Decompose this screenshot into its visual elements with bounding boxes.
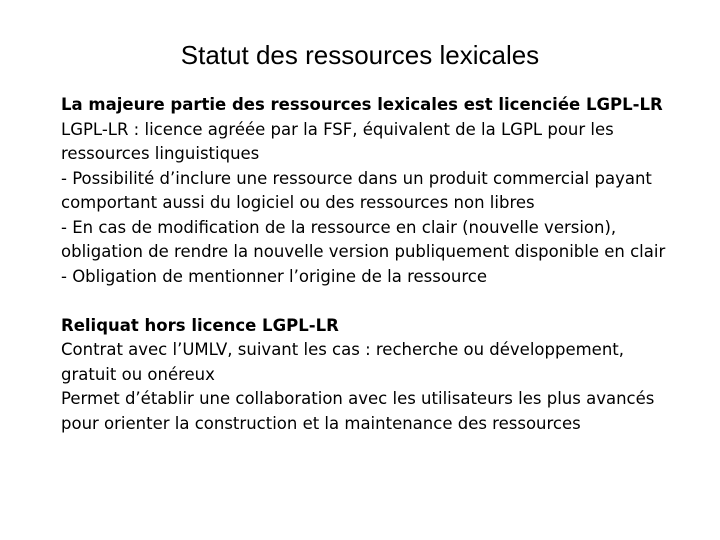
body-line-attribution-obligation: - Obligation de mentionner l’origine de la ressource — [61, 266, 488, 286]
body-line-umlv-contract: Contrat avec l’UMLV, suivant les cas : recherche ou développement, gratuit ou onéreux — [61, 340, 624, 384]
slide-body — [61, 93, 671, 436]
body-line-licence-definition: LGPL-LR : licence agréée par la FSF, équivalent de la LGPL pour les ressources linguistiques — [61, 119, 614, 163]
section-heading-reliquat: Reliquat hors licence LGPL-LR — [61, 315, 339, 335]
body-line-collaboration: Permet d’établir une collaboration avec les utilisateurs les plus avancés pour orienter la construction et la maintenance des ressources — [61, 389, 655, 433]
body-line-modification-obligation: - En cas de modification de la ressource en clair (nouvelle version), obligation de rendre la nouvelle version publiquement disponible en clair — [61, 217, 666, 261]
body-line-commercial-inclusion: - Possibilité d’inclure une ressource dans un produit commercial payant comportant aussi du logiciel ou des ressources non libres — [61, 168, 652, 212]
section-spacer — [61, 289, 671, 314]
slide-title: Statut des ressources lexicales — [180, 40, 540, 70]
section-heading-lgpl-lr: La majeure partie des ressources lexicales est licenciée LGPL-LR — [61, 95, 663, 114]
